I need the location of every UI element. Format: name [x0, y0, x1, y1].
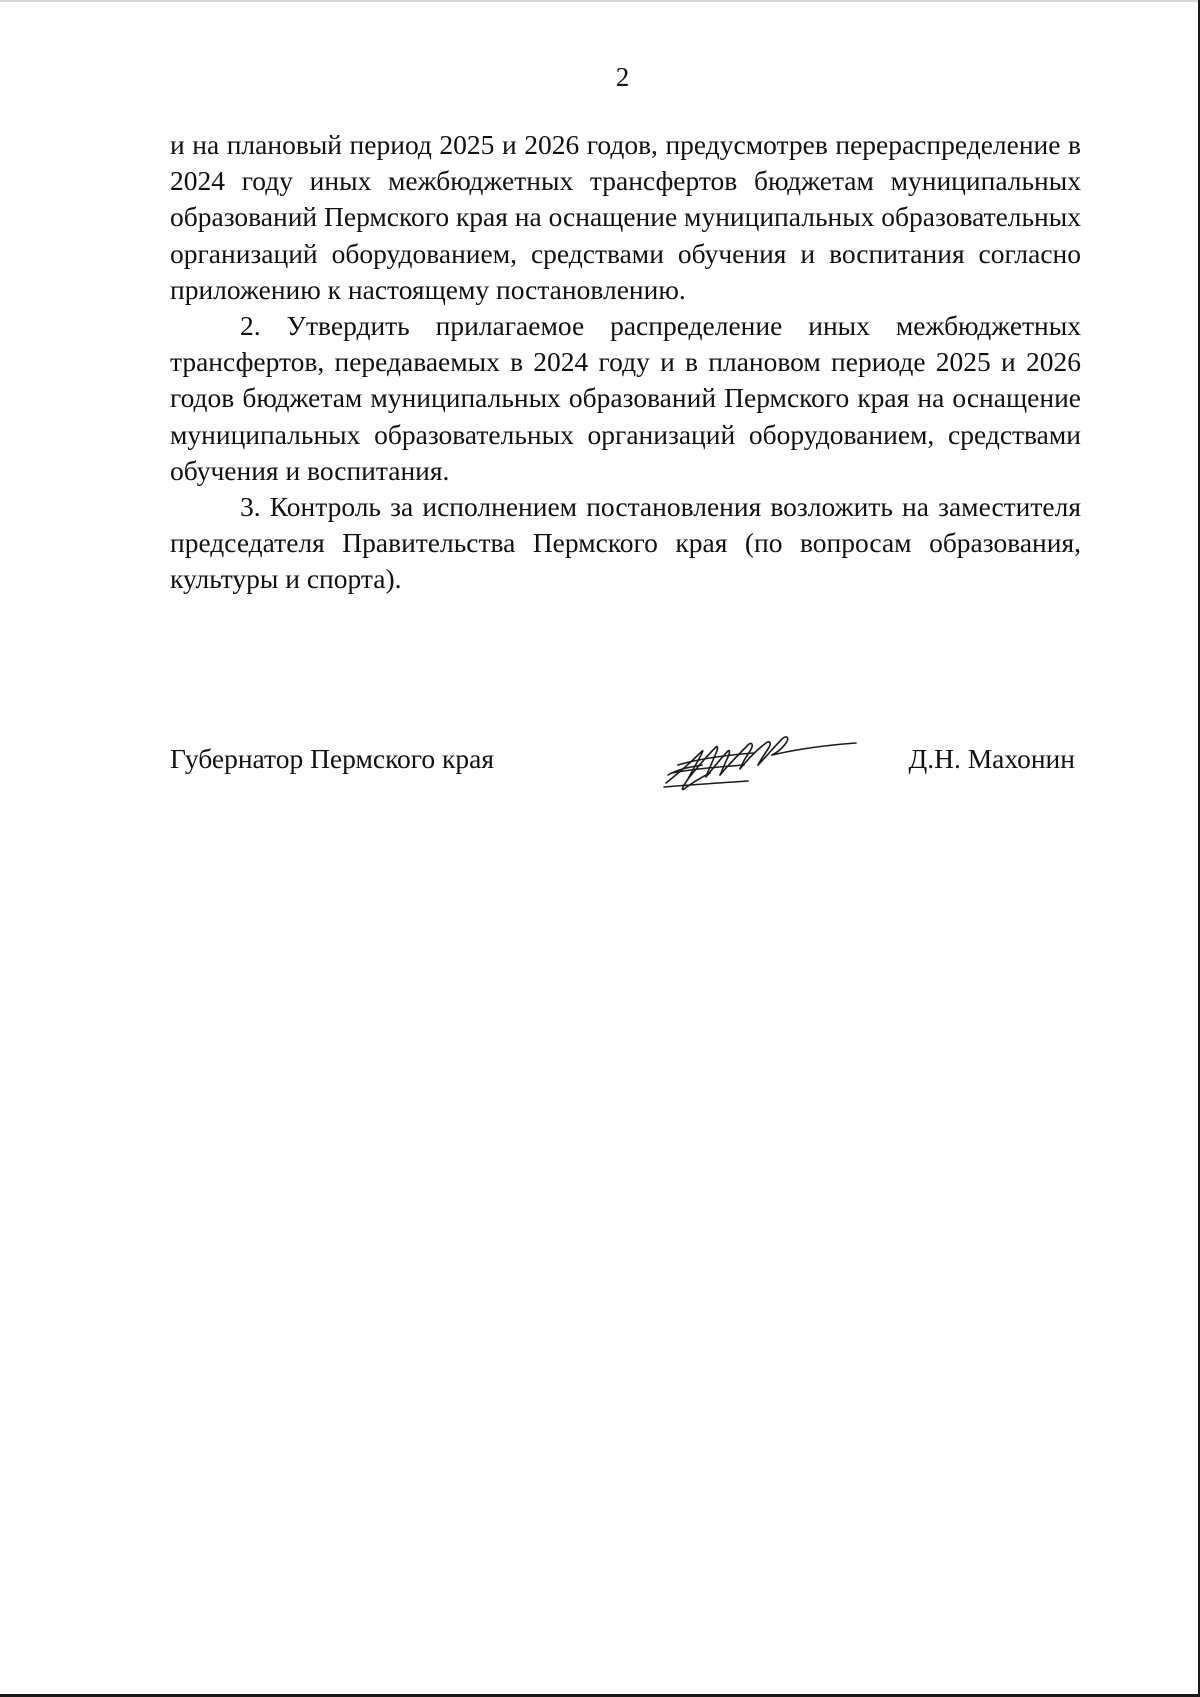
document-body: [170, 127, 1081, 598]
signatory-title: Губернатор Пермского края: [170, 743, 494, 774]
paragraph-item-3: 3. Контроль за исполнением постановления возложить на заместителя председателя Правительства Пермского края (по вопросам образования, культуры и спорта).: [170, 491, 1081, 595]
scan-edge-top: [0, 0, 1200, 2]
page-number: 2: [615, 62, 630, 92]
handwritten-signature: [658, 725, 858, 800]
paragraph-item-2: 2. Утвердить прилагаемое распределение иных межбюджетных трансфертов, передаваемых в 2024 году и в плановом периоде 2025 и 2026 годов бюджетам муниципальных образований Пермского края на оснащение муниципальных образовательных организаций оборудованием, средствами обучения и воспитания.: [170, 310, 1081, 486]
signature-block: [170, 735, 1081, 805]
paragraph-continuation: и на плановый период 2025 и 2026 годов, предусмотрев перераспределение в 2024 году иных межбюджетных трансфертов бюджетам муниципальных образований Пермского края на оснащение муниципальных образовательных организаций оборудованием, средствами обучения и воспитания согласно приложению к настоящему постановлению.: [170, 129, 1082, 305]
signatory-name: Д.Н. Махонин: [908, 743, 1075, 774]
